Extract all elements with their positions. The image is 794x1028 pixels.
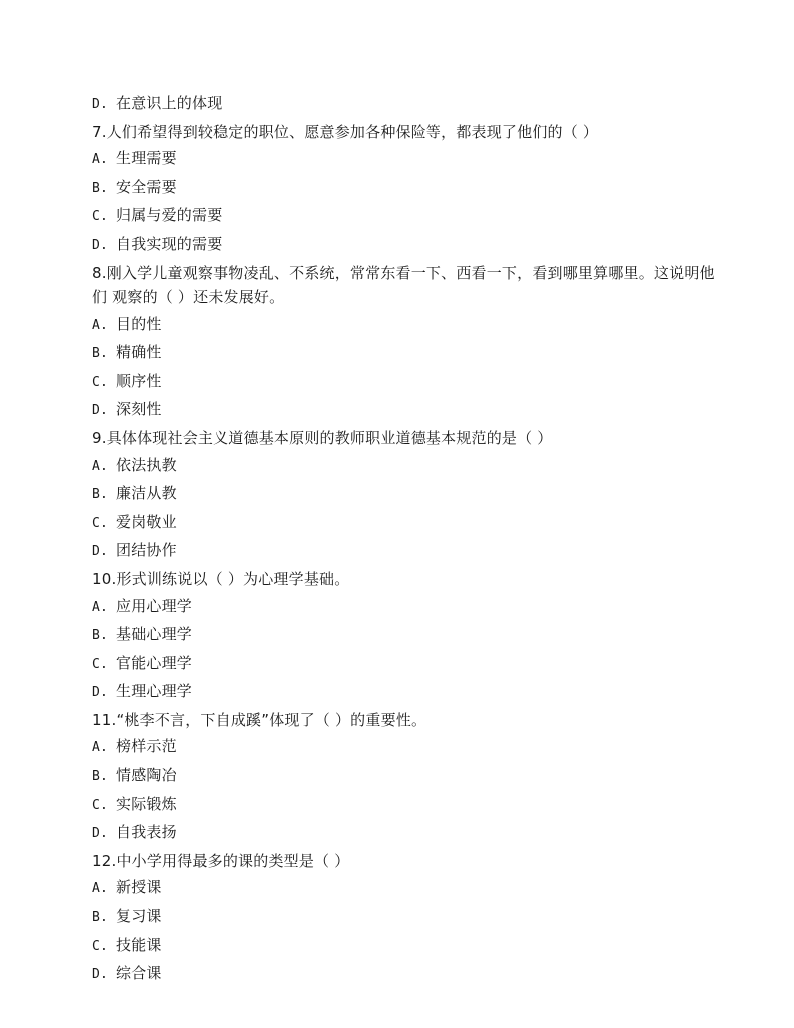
option-text: 情感陶冶	[116, 766, 177, 785]
option-text: 生理心理学	[116, 682, 193, 701]
option-text: 综合课	[116, 964, 162, 983]
option-line	[92, 231, 732, 260]
option-text: 安全需要	[116, 177, 177, 196]
option-text: 基础心理学	[116, 625, 193, 644]
option-line	[92, 593, 732, 622]
option-text: 复习课	[116, 907, 162, 926]
option-line	[92, 762, 732, 791]
option-letter: A.	[92, 740, 109, 756]
option-text: 归属与爱的需要	[116, 206, 223, 225]
option-text: 廉洁从教	[116, 484, 177, 503]
option-text: 深刻性	[116, 400, 162, 419]
option-letter: C.	[92, 797, 109, 813]
option-letter: A.	[92, 152, 109, 168]
option-letter: D.	[92, 403, 109, 419]
option-text: 自我表扬	[116, 823, 177, 842]
option-line	[92, 452, 732, 481]
option-text: 目的性	[116, 314, 162, 333]
question-text: 12.中小学用得最多的课的类型是（ ）	[92, 851, 350, 870]
option-letter: A.	[92, 458, 109, 474]
option-line	[92, 311, 732, 340]
option-line	[92, 960, 732, 989]
option-text: 顺序性	[116, 371, 162, 390]
option-letter: A.	[92, 881, 109, 897]
option-line	[92, 90, 732, 119]
question-text: 9.具体体现社会主义道德基本原则的教师职业道德基本规范的是（ ）	[92, 428, 553, 447]
option-line	[92, 791, 732, 820]
option-line	[92, 932, 732, 961]
option-text: 依法执教	[116, 455, 177, 474]
option-letter: C.	[92, 656, 109, 672]
option-text: 技能课	[116, 935, 162, 954]
option-letter: B.	[92, 769, 109, 785]
option-letter: D.	[92, 97, 109, 112]
question-text: 11.“桃李不言，下自成蹊”体现了（ ）的重要性。	[92, 710, 427, 729]
option-line	[92, 396, 732, 425]
option-text: 榜样示范	[116, 737, 177, 756]
option-letter: B.	[92, 628, 109, 644]
option-line	[92, 678, 732, 707]
option-text: 在意识上的体现	[116, 94, 223, 112]
option-line	[92, 733, 732, 762]
option-letter: C.	[92, 209, 109, 225]
option-line	[92, 650, 732, 679]
option-letter: C.	[92, 938, 109, 954]
option-line	[92, 874, 732, 903]
option-text: 新授课	[116, 878, 162, 897]
option-letter: C.	[92, 374, 109, 390]
option-line	[92, 145, 732, 174]
option-letter: A.	[92, 317, 109, 333]
option-letter: D.	[92, 544, 109, 560]
option-text: 自我实现的需要	[116, 234, 223, 253]
option-letter: B.	[92, 910, 109, 926]
option-letter: C.	[92, 515, 109, 531]
option-letter: D.	[92, 826, 109, 842]
option-line	[92, 537, 732, 566]
question-text: 10.形式训练说以（ ）为心理学基础。	[92, 569, 350, 588]
option-letter: D.	[92, 685, 109, 701]
option-letter: D.	[92, 967, 109, 983]
option-line	[92, 368, 732, 397]
option-text: 团结协作	[116, 541, 177, 560]
option-letter: D.	[92, 237, 109, 253]
option-text: 官能心理学	[116, 653, 193, 672]
option-line	[92, 903, 732, 932]
option-letter: A.	[92, 599, 109, 615]
question-text: 8.刚入学儿童观察事物凌乱、不系统，常常东看一下、西看一下，看到哪里算哪里。这说明他们 观察的（ ）还未发展好。	[92, 263, 715, 306]
option-line	[92, 621, 732, 650]
option-line	[92, 819, 732, 848]
option-text: 应用心理学	[116, 596, 193, 615]
option-line	[92, 480, 732, 509]
option-letter: B.	[92, 487, 109, 503]
question-text: 7.人们希望得到较稳定的职位、愿意参加各种保险等，都表现了他们的（ ）	[92, 122, 599, 141]
option-letter: B.	[92, 180, 109, 196]
option-letter: B.	[92, 346, 109, 362]
option-line	[92, 174, 732, 203]
option-text: 精确性	[116, 343, 162, 362]
question-list	[92, 90, 732, 989]
option-line	[92, 339, 732, 368]
option-line	[92, 509, 732, 538]
option-line	[92, 202, 732, 231]
option-text: 实际锻炼	[116, 794, 177, 813]
option-text: 生理需要	[116, 149, 177, 168]
option-text: 爱岗敬业	[116, 512, 177, 531]
